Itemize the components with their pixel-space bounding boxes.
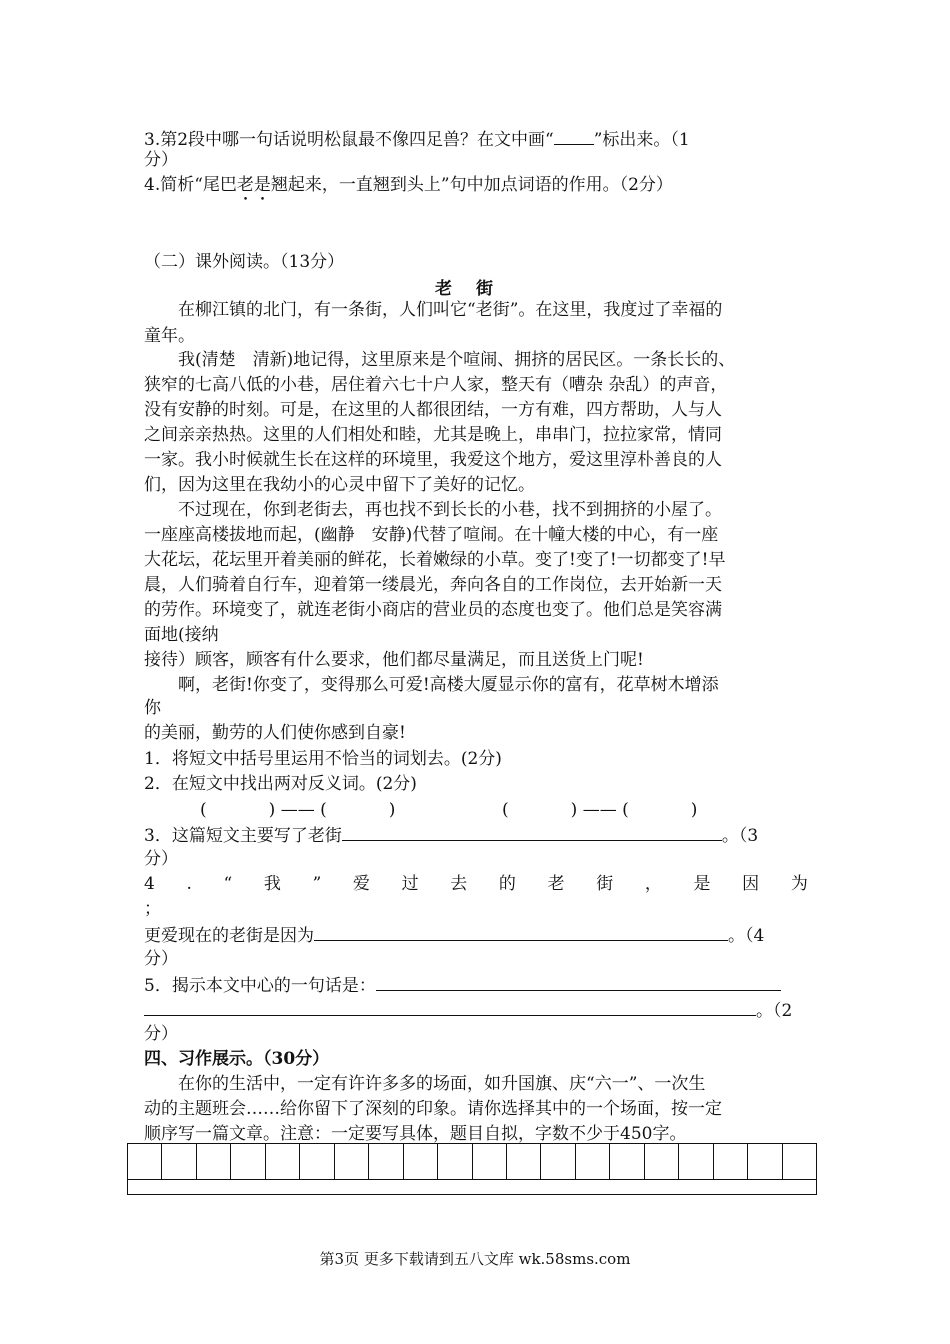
answer-blank[interactable] (376, 972, 781, 991)
paragraph-line: 啊，老街!你变了，变得那么可爱!高楼大厦显示你的富有，花草树木增添 (178, 675, 719, 695)
paragraph-line: 童年。 (144, 326, 195, 346)
answer-blank[interactable] (342, 822, 722, 841)
paragraph-line: 之间亲亲热热。这里的人们相处和睦，尤其是晚上，串串门，拉拉家常，情同 (144, 425, 722, 445)
grid-cell[interactable] (369, 1144, 403, 1179)
grid-cell[interactable] (783, 1144, 816, 1179)
paragraph-line: 面地(接纳 (144, 625, 219, 645)
reading-question-4b: 更爱现在的老街是因为 。（4 (144, 922, 764, 948)
paragraph-line: 在柳江镇的北门，有一条街，人们叫它“老街”。在这里，我度过了幸福的 (178, 300, 723, 320)
antonym-blank[interactable] (509, 797, 571, 815)
grid-spacer-row (127, 1179, 817, 1195)
grid-cell[interactable] (335, 1144, 369, 1179)
grid-cell[interactable] (610, 1144, 644, 1179)
grid-cell[interactable] (231, 1144, 265, 1179)
paragraph-line: 狭窄的七高八低的小巷，居住着六七十户人家，整天有（嘈杂 杂乱）的声音， (144, 375, 728, 395)
question-3: 3.第2段中哪一句话说明松鼠最不像四足兽？在文中画“ ”标出来。（1 (144, 126, 690, 152)
paragraph-line: 不过现在，你到老街去，再也找不到长长的小巷，找不到拥挤的小屋了。 (178, 500, 722, 520)
grid-cell[interactable] (473, 1144, 507, 1179)
writing-prompt-line: 动的主题班会……给你留下了深刻的印象。请你选择其中的一个场面，按一定 (144, 1099, 722, 1119)
section-2-heading: （二）课外阅读。（13分） (144, 252, 345, 272)
dotted-words: 老是 (236, 175, 271, 195)
grid-cell[interactable] (438, 1144, 472, 1179)
grid-cell[interactable] (266, 1144, 300, 1179)
antonym-blank[interactable] (327, 797, 389, 815)
paragraph-line: 的美丽，勤劳的人们使你感到自豪! (144, 723, 406, 743)
antonym-pair-2: ( ) —— ( ) (502, 797, 697, 822)
grid-cell[interactable] (748, 1144, 782, 1179)
paragraph-line: 我(清楚 清新)地记得，这里原来是个喧闹、拥挤的居民区。一条长长的、 (178, 350, 736, 370)
paragraph-line: 一座座高楼拔地而起，(幽静 安静)代替了喧闹。在十幢大楼的中心，有一座 (144, 525, 719, 545)
antonym-blank[interactable] (207, 797, 269, 815)
grid-cell[interactable] (507, 1144, 541, 1179)
writing-grid[interactable] (127, 1143, 817, 1195)
grid-cell[interactable] (645, 1144, 679, 1179)
paragraph-line: 大花坛，花坛里开着美丽的鲜花，长着嫩绿的小草。变了!变了!一切都变了!早 (144, 550, 726, 570)
grid-cell[interactable] (714, 1144, 748, 1179)
paragraph-line: 没有安静的时刻。可是，在这里的人都很团结，一方有难，四方帮助，人与人 (144, 400, 722, 420)
reading-question-5-cont: 分） (144, 1024, 178, 1044)
paragraph-line: 你 (144, 698, 161, 718)
grid-cell[interactable] (541, 1144, 575, 1179)
reading-question-3-cont: 分） (144, 849, 178, 869)
answer-blank[interactable] (314, 922, 728, 941)
reading-question-4-semicolon: ； (144, 899, 161, 919)
paragraph-line: 晨，人们骑着自行车，迎着第一缕晨光，奔向各自的工作岗位，去开始新一天 (144, 575, 722, 595)
question-3-cont: 分） (144, 150, 178, 170)
writing-prompt-line: 顺序写一篇文章。注意：一定要写具体，题目自拟，字数不少于450字。 (144, 1124, 687, 1144)
grid-cell[interactable] (162, 1144, 196, 1179)
paragraph-line: 一家。我小时候就生长在这样的环境里，我爱这个地方，爱这里淳朴善良的人 (144, 450, 722, 470)
paragraph-line: 的劳作。环境变了，就连老街小商店的营业员的态度也变了。他们总是笑容满 (144, 600, 722, 620)
grid-cell[interactable] (576, 1144, 610, 1179)
reading-question-2: 2．在短文中找出两对反义词。(2分) (144, 774, 417, 794)
reading-question-4b-cont: 分） (144, 949, 178, 969)
grid-cell[interactable] (300, 1144, 334, 1179)
answer-blank[interactable] (144, 997, 756, 1016)
paragraph-line: 接待）顾客，顾客有什么要求，他们都尽量满足，而且送货上门呢! (144, 650, 644, 670)
article-title: 老街 (435, 279, 517, 299)
reading-question-4: 4 . “ 我 ” 爱 过 去 的 老 街 ， 是 因 为 (144, 874, 808, 894)
reading-question-3: 3．这篇短文主要写了老街 。（3 (144, 822, 758, 848)
reading-question-5: 5．揭示本文中心的一句话是： (144, 972, 781, 998)
page-footer: 第3页 更多下载请到五八文库 wk.58sms.com (319, 1250, 631, 1268)
grid-row (127, 1143, 817, 1179)
antonym-pair-1: ( ) —— ( ) (200, 797, 395, 822)
grid-cell[interactable] (404, 1144, 438, 1179)
section-4-heading: 四、习作展示。（30分） (144, 1049, 330, 1069)
reading-question-5-line2: 。（2 (144, 997, 792, 1023)
grid-cell[interactable] (128, 1144, 162, 1179)
grid-cell[interactable] (679, 1144, 713, 1179)
reading-question-1: 1．将短文中括号里运用不恰当的词划去。(2分) (144, 749, 502, 769)
grid-cell[interactable] (197, 1144, 231, 1179)
answer-blank[interactable] (554, 126, 594, 145)
writing-prompt-line: 在你的生活中，一定有许许多多的场面，如升国旗、庆“六一”、一次生 (178, 1074, 706, 1094)
antonym-blank[interactable] (629, 797, 691, 815)
question-4: 4.简析“尾巴老是翘起来，一直翘到头上”句中加点词语的作用。（2分） (144, 175, 673, 195)
paragraph-line: 们，因为这里在我幼小的心灵中留下了美好的记忆。 (144, 475, 535, 495)
